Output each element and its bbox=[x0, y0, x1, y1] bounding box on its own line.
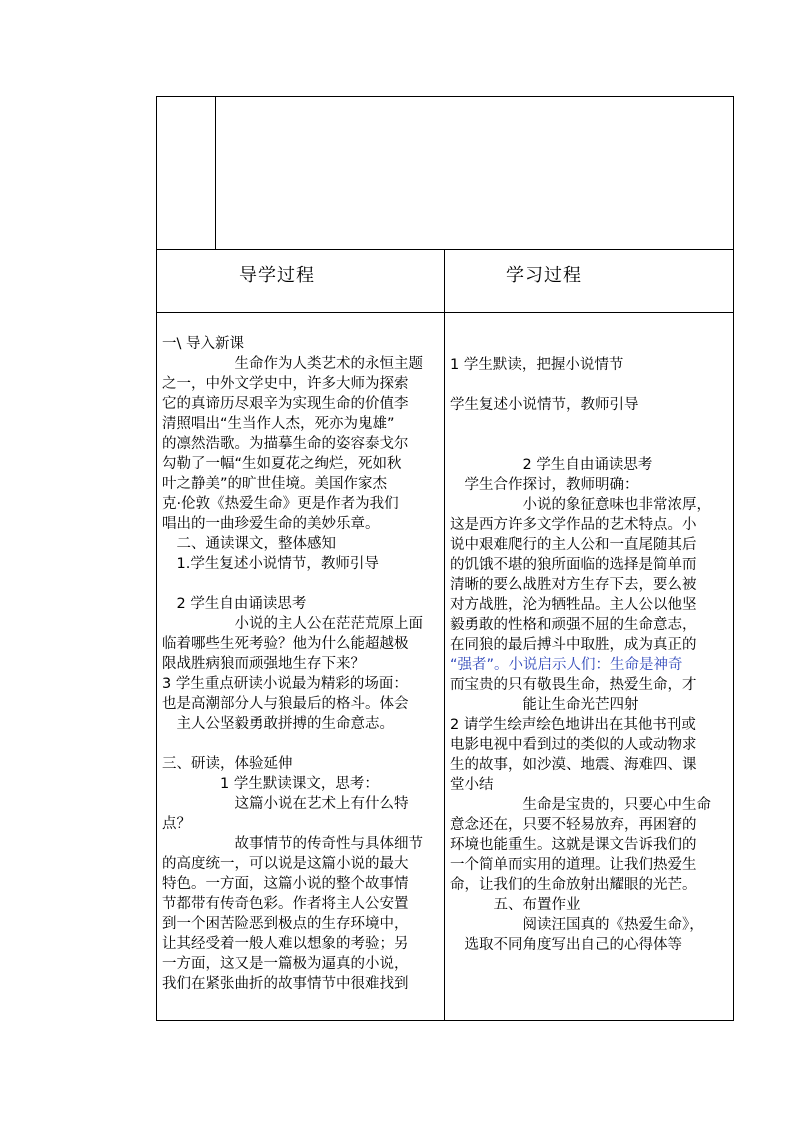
left-line: 主人公坚毅勇敢拼搏的生命意志。 bbox=[162, 716, 394, 732]
left-line: 叶之静美”的旷世佳境。美国作家杰 bbox=[162, 476, 388, 492]
right-line: 在同狼的最后搏斗中取胜，成为真正的 bbox=[450, 637, 697, 653]
right-line: 说中艰难爬行的主人公和一直尾随其后 bbox=[450, 537, 697, 553]
right-line-highlight: “强者”。小说启示人们：生命是神奇 bbox=[450, 657, 683, 673]
right-line: 的饥饿不堪的狼所面临的选择是简单而 bbox=[450, 557, 697, 573]
right-line: 电影电视中看到过的类似的人或动物求 bbox=[450, 737, 697, 753]
right-line: 毅勇敢的性格和顽强不屈的生命意志， bbox=[450, 617, 697, 633]
right-line: 意念还在，只要不轻易放弃，再困窘的 bbox=[450, 817, 697, 833]
blank-line bbox=[450, 375, 732, 395]
column-divider bbox=[444, 249, 445, 1021]
right-line: 学生复述小说情节，教师引导 bbox=[450, 397, 639, 413]
right-line: 生命是宝贵的，只要心中生命 bbox=[450, 797, 711, 813]
left-line: 也是高潮部分人与狼最后的格斗。体会 bbox=[162, 696, 409, 712]
left-line: 临着哪些生死考验？他为什么能超越极 bbox=[162, 636, 409, 652]
right-line: 学生合作探讨，教师明确： bbox=[450, 477, 639, 493]
left-line: 2 学生自由诵读思考 bbox=[162, 596, 307, 612]
right-line: 五、布置作业 bbox=[450, 897, 581, 913]
left-line: 3 学生重点研读小说最为精彩的场面： bbox=[162, 676, 408, 692]
right-line: 选取不同角度写出自己的心得体等 bbox=[450, 937, 682, 953]
right-line: 清晰的要么战胜对方生存下去，要么被 bbox=[450, 577, 697, 593]
left-column-text bbox=[162, 334, 442, 994]
right-line: 2 请学生绘声绘色地讲出在其他书刊或 bbox=[450, 717, 696, 733]
right-line: 环境也能重生。这就是课文告诉我们的 bbox=[450, 837, 697, 853]
left-line: 点？ bbox=[162, 816, 191, 832]
blank-line bbox=[162, 574, 442, 594]
right-line: 1 学生默读，把握小说情节 bbox=[450, 357, 624, 373]
left-line: 勾勒了一幅“生如夏花之绚烂，死如秋 bbox=[162, 456, 402, 472]
top-row-divider bbox=[215, 96, 216, 250]
right-line: 2 学生自由诵读思考 bbox=[450, 457, 653, 473]
left-line: 特色。一方面，这篇小说的整个故事情 bbox=[162, 876, 409, 892]
left-line: 清照唱出“生当作人杰，死亦为鬼雄” bbox=[162, 416, 395, 432]
left-line: 到一个困苦险恶到极点的生存环境中， bbox=[162, 916, 409, 932]
blank-line bbox=[450, 415, 732, 435]
right-line: 命，让我们的生命放射出耀眼的光芒。 bbox=[450, 877, 697, 893]
left-line: 它的真谛历尽艰辛为实现生命的价值李 bbox=[162, 396, 409, 412]
header-row-bottom-border bbox=[156, 312, 734, 313]
left-line: 之一，中外文学史中，许多大师为探索 bbox=[162, 376, 409, 392]
left-line: 节都带有传奇色彩。作者将主人公安置 bbox=[162, 896, 409, 912]
left-line: 唱出的一曲珍爱生命的美妙乐章。 bbox=[162, 516, 380, 532]
left-line: 限战胜病狼而顽强地生存下来？ bbox=[162, 656, 365, 672]
left-line: 三、研读，体验延伸 bbox=[162, 756, 293, 772]
left-line: 1.学生复述小说情节，教师引导 bbox=[162, 556, 379, 572]
left-line: 1 学生默读课文，思考： bbox=[162, 776, 379, 792]
right-line: 小说的象征意味也非常浓厚， bbox=[450, 497, 711, 513]
left-line: 一\ 导入新课 bbox=[162, 336, 244, 352]
left-line: 的凛然浩歌。为描摹生命的姿容泰戈尔 bbox=[162, 436, 409, 452]
header-guided-process: 导学过程 bbox=[239, 265, 315, 286]
left-line: 克·伦敦《热爱生命》更是作者为我们 bbox=[162, 496, 399, 512]
left-line: 生命作为人类艺术的永恒主题 bbox=[162, 356, 423, 372]
right-line: 阅读汪国真的《热爱生命》， bbox=[450, 917, 704, 933]
right-column-text bbox=[450, 355, 732, 955]
right-line: 能让生命光芒四射 bbox=[450, 697, 639, 713]
left-line: 小说的主人公在茫茫荒原上面 bbox=[162, 616, 423, 632]
left-line: 故事情节的传奇性与具体细节 bbox=[162, 836, 423, 852]
left-line: 让其经受着一般人难以想象的考验；另 bbox=[162, 936, 409, 952]
left-line: 我们在紧张曲折的故事情节中很难找到 bbox=[162, 976, 409, 992]
blank-line bbox=[450, 435, 732, 455]
blank-line bbox=[162, 734, 442, 754]
left-line: 二、通读课文，整体感知 bbox=[162, 536, 336, 552]
right-line: 对方战胜，沦为牺牲品。主人公以他坚 bbox=[450, 597, 697, 613]
right-line: 一个简单而实用的道理。让我们热爱生 bbox=[450, 857, 697, 873]
left-line: 的高度统一，可以说是这篇小说的最大 bbox=[162, 856, 409, 872]
left-line: 这篇小说在艺术上有什么特 bbox=[162, 796, 409, 812]
right-line: 而宝贵的只有敬畏生命，热爱生命，才 bbox=[450, 677, 697, 693]
left-line: 一方面，这又是一篇极为逼真的小说， bbox=[162, 956, 409, 972]
right-line: 这是西方许多文学作品的艺术特点。小 bbox=[450, 517, 697, 533]
right-line: 堂小结 bbox=[450, 777, 494, 793]
header-learning-process: 学习过程 bbox=[506, 265, 582, 286]
right-line: 生的故事，如沙漠、地震、海难四、课 bbox=[450, 757, 697, 773]
top-row-bottom-border bbox=[156, 249, 734, 250]
